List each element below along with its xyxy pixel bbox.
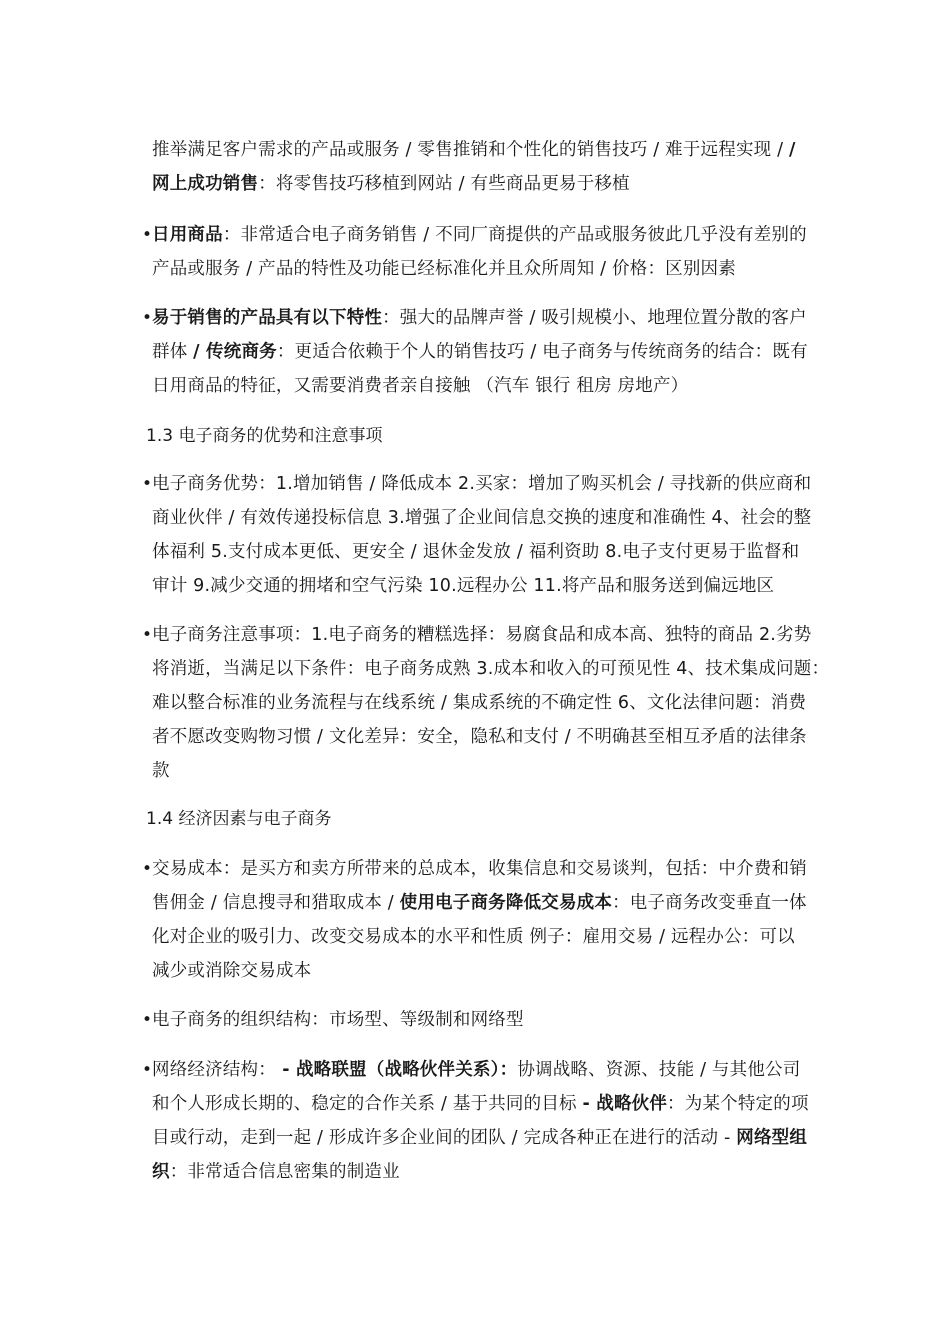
text-line [152, 167, 812, 201]
bullet-icon: • [142, 225, 153, 245]
text-run: ：为某个特定的项 [667, 1094, 809, 1114]
text-line: 产品或服务 / 产品的特性及功能已经标准化并且众所周知 / 价格：区别因素 [152, 259, 736, 279]
text-line: 电子商务的组织结构：市场型、等级制和网络型 [152, 1010, 524, 1030]
text-line [152, 1053, 812, 1087]
bullet-icon: • [142, 625, 153, 645]
bold-term: 使用电子商务降低交易成本 [399, 893, 613, 913]
text-line [152, 218, 812, 252]
text-line: 审计 9.减少交通的拥堵和空气污染 10.远程办公 11.将产品和服务送到偏远地区 [152, 576, 775, 596]
bullet-icon: • [142, 1060, 153, 1080]
text-line: 商业伙伴 / 有效传递投标信息 3.增强了企业间信息交换的速度和准确性 4、社会的整 [152, 508, 812, 528]
bold-run: / [788, 140, 796, 160]
text-line [152, 301, 812, 335]
paragraph-retail [152, 133, 812, 201]
text-run: 售佣金 / 信息搜寻和猎取成本 / [152, 893, 400, 913]
bullet-icon: • [142, 859, 153, 879]
section-heading-1-4: 1.4 经济因素与电子商务 [146, 809, 332, 829]
text-line: 化对企业的吸引力、改变交易成本的水平和性质 例子：雇用交易 / 远程办公：可以 [152, 927, 795, 947]
section-heading-1-3: 1.3 电子商务的优势和注意事项 [146, 426, 383, 446]
text-line: 者不愿改变购物习惯 / 文化差异：安全，隐私和支付 / 不明确甚至相互矛盾的法律条 [152, 727, 807, 747]
bold-term: - 战略伙伴 [582, 1094, 668, 1114]
text-line [152, 886, 812, 920]
text-line: 款 [152, 761, 170, 781]
bold-term: 日用商品 [152, 225, 223, 245]
text-line: 难以整合标准的业务流程与在线系统 / 集成系统的不确定性 6、文化法律问题：消费 [152, 693, 807, 713]
text-run: 目或行动，走到一起 / 形成许多企业间的团队 / 完成各种正在进行的活动 - [152, 1128, 737, 1148]
bullet-icon: • [142, 474, 153, 494]
bullet-item-network-economy [142, 1053, 812, 1189]
bullet-item-advantages [142, 467, 812, 603]
text-line: 交易成本：是买方和卖方所带来的总成本，收集信息和交易谈判，包括：中介费和销 [152, 859, 807, 879]
text-line: 将消逝，当满足以下条件：电子商务成熟 3.成本和收入的可预见性 4、技术集成问题： [152, 659, 830, 679]
bold-term: 织 [152, 1162, 170, 1182]
text-run: 网络经济结构： [152, 1060, 276, 1080]
text-run: ：电子商务改变垂直一体 [612, 893, 807, 913]
bold-term: - 战略联盟（战略伙伴关系）： [275, 1060, 518, 1080]
bold-term: 网络型组 [736, 1128, 808, 1148]
text-run: ：更适合依赖于个人的销售技巧 / 电子商务与传统商务的结合：既有 [276, 342, 808, 362]
bold-term: 网上成功销售 [152, 174, 259, 194]
text-line [152, 335, 812, 369]
text-run: ：强大的品牌声誉 / 吸引规模小、地理位置分散的客户 [382, 308, 807, 328]
bold-term: / 传统商务 [193, 342, 277, 362]
text-run: ：将零售技巧移植到网站 / 有些商品更易于移植 [258, 174, 630, 194]
text-run: ：非常适合电子商务销售 / 不同厂商提供的产品或服务彼此几乎没有差别的 [222, 225, 807, 245]
bullet-item-daily-goods [142, 218, 812, 286]
text-run: 群体 [152, 342, 194, 362]
text-run: 推举满足客户需求的产品或服务 / 零售推销和个性化的销售技巧 / 难于远程实现 / [152, 140, 789, 160]
bullet-item-org-structure [142, 1003, 812, 1037]
text-line: 电子商务注意事项：1.电子商务的糟糕选择：易腐食品和成本高、独特的商品 2.劣势 [152, 625, 812, 645]
bullet-item-cautions [142, 618, 830, 788]
text-run: 协调战略、资源、技能 / 与其他公司 [517, 1060, 801, 1080]
text-line [152, 133, 812, 167]
text-line [152, 1087, 812, 1121]
text-line [152, 1155, 812, 1189]
text-line: 电子商务优势：1.增加销售 / 降低成本 2.买家：增加了购买机会 / 寻找新的供应商和 [152, 474, 812, 494]
bullet-icon: • [142, 1010, 153, 1030]
bullet-icon: • [142, 308, 153, 328]
bullet-item-transaction-cost [142, 852, 812, 988]
text-line: 减少或消除交易成本 [152, 961, 312, 981]
bullet-item-easy-sale [142, 301, 812, 403]
text-line: 体福利 5.支付成本更低、更安全 / 退休金发放 / 福利资助 8.电子支付更易于监督和 [152, 542, 800, 562]
text-line: 日用商品的特征，又需要消费者亲自接触 （汽车 银行 租房 房地产） [152, 376, 689, 396]
text-run: 和个人形成长期的、稳定的合作关系 / 基于共同的目标 [152, 1094, 583, 1114]
bold-term: 易于销售的产品具有以下特性 [152, 308, 383, 328]
text-line [152, 1121, 812, 1155]
text-run: ：非常适合信息密集的制造业 [169, 1162, 400, 1182]
